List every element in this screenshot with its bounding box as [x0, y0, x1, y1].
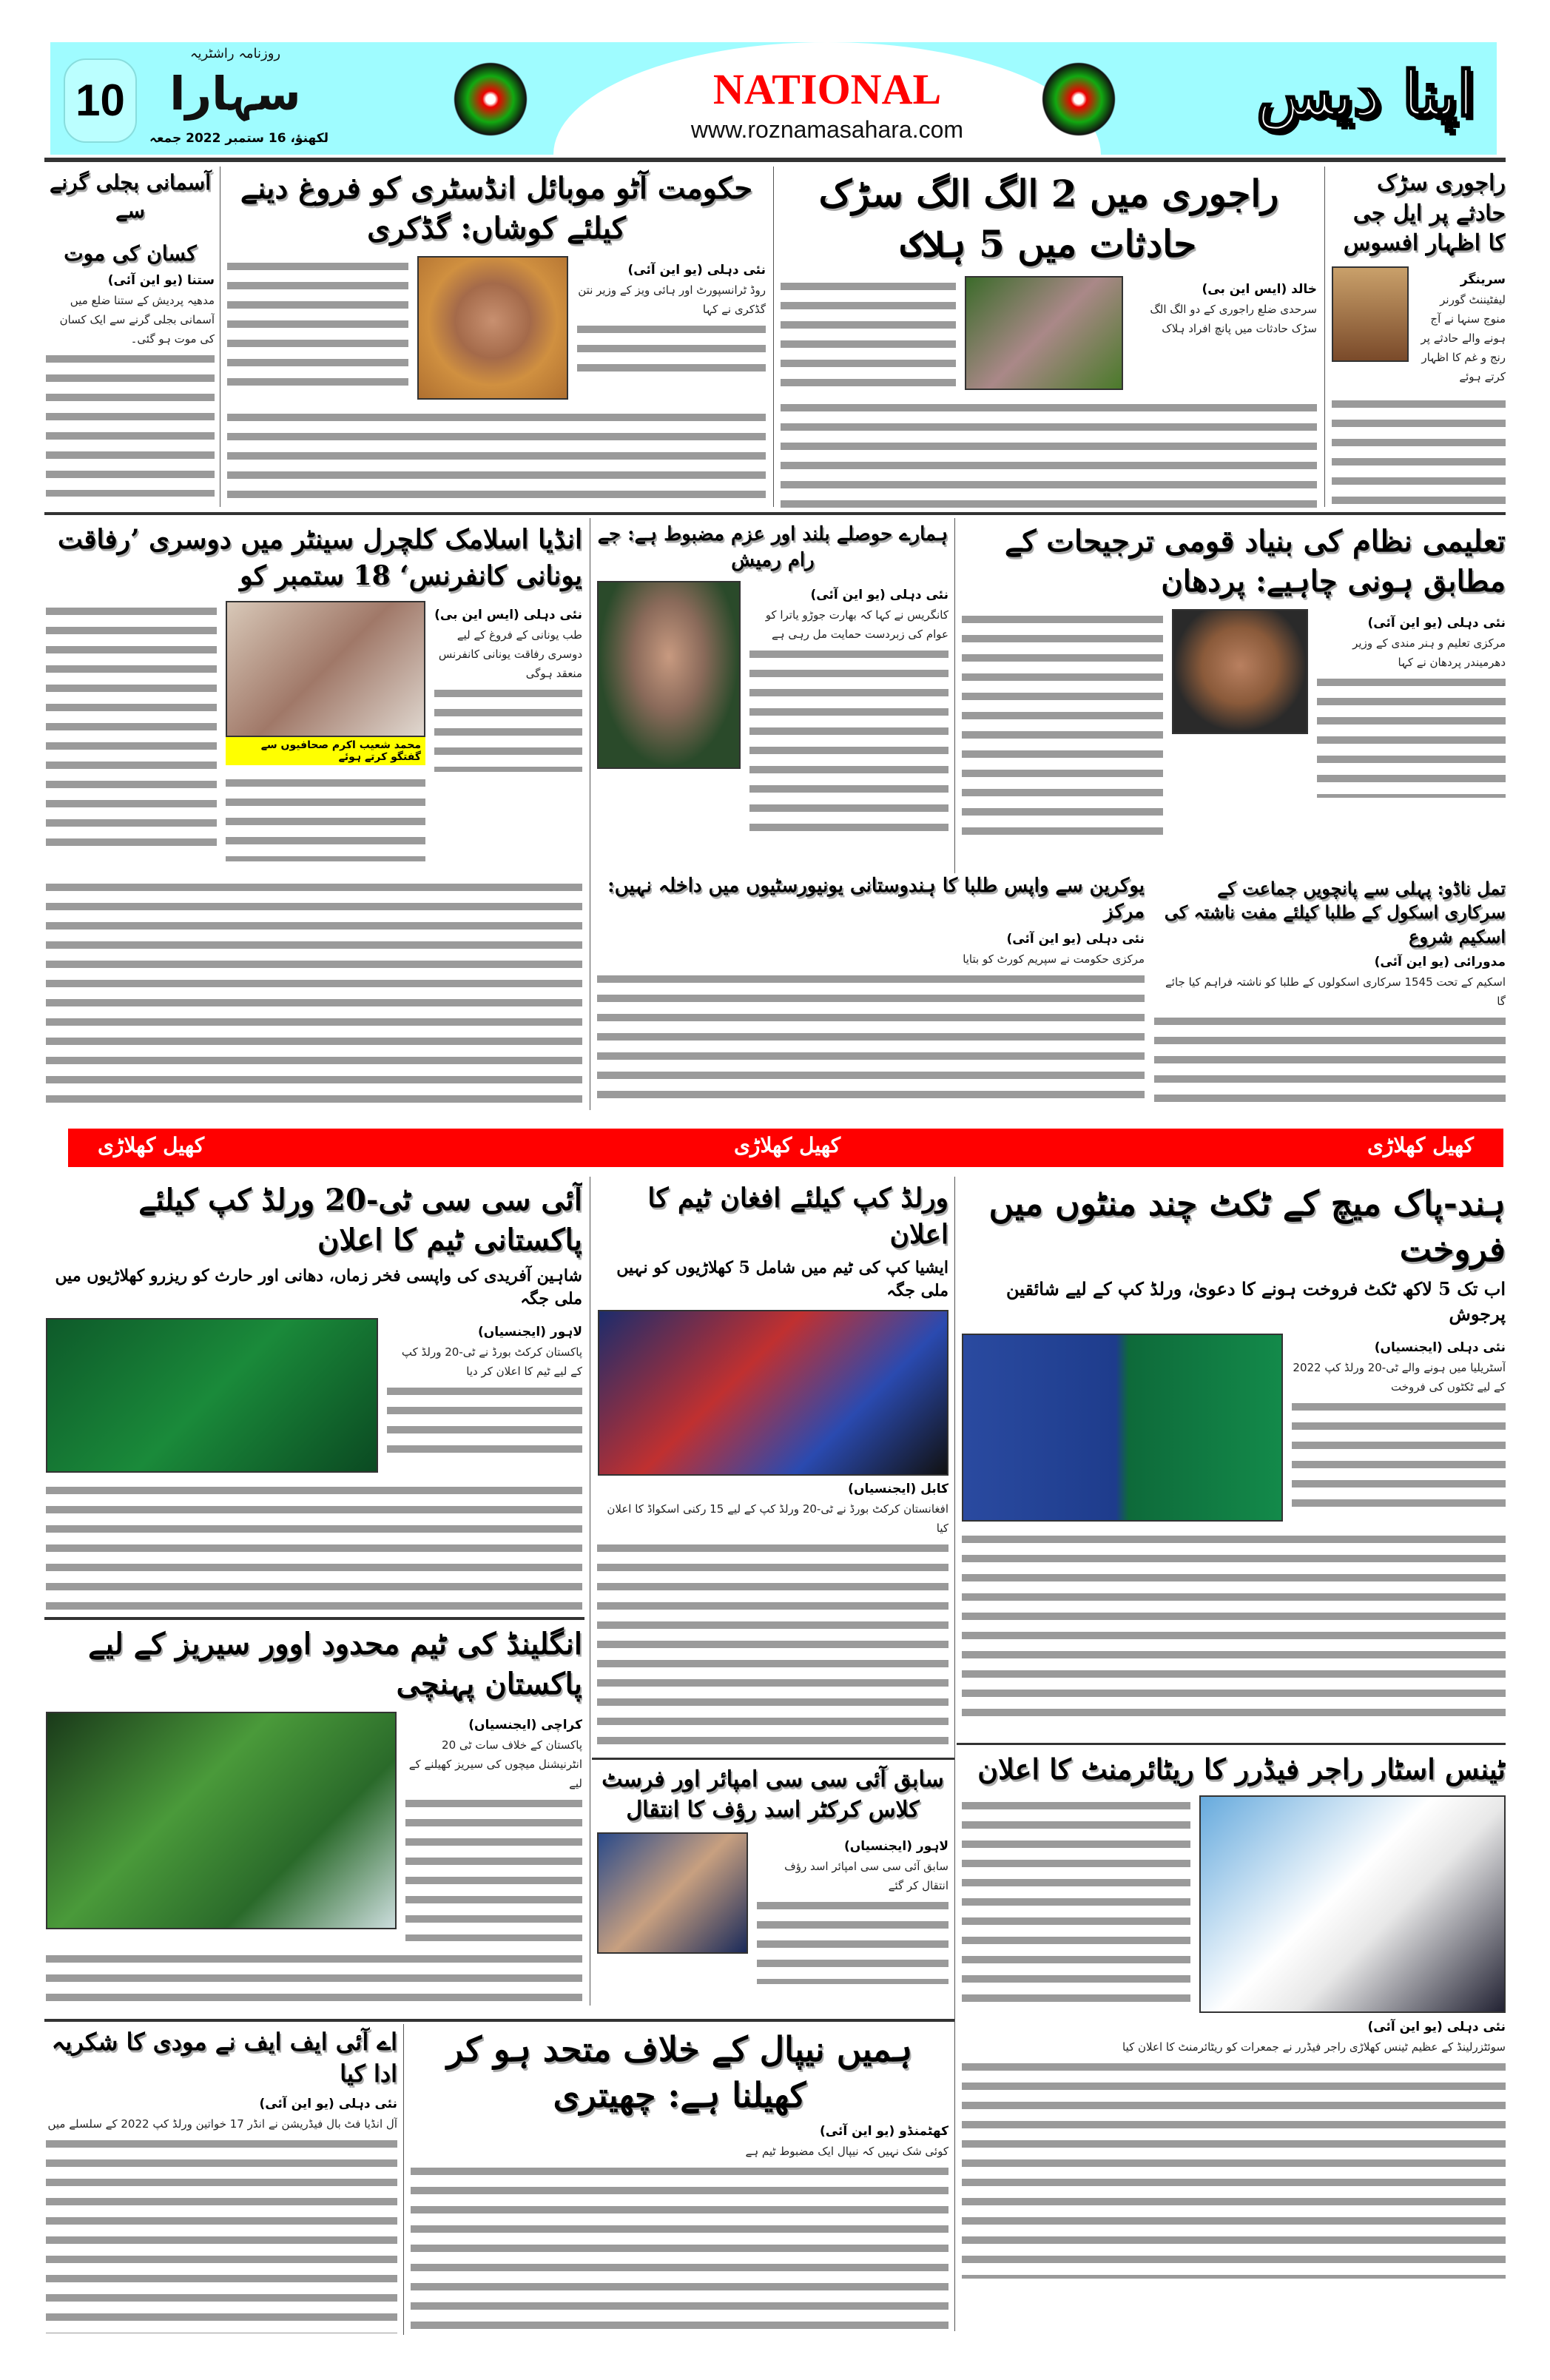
- section-dome: [553, 42, 1101, 155]
- lead: اسکیم کے تحت 1545 سرکاری اسکولوں کے طلبا کو ناشتہ فراہم کیا جائے گا: [1165, 975, 1506, 1009]
- dateline: کھٹمنڈو (یو این آئی): [819, 2124, 948, 2139]
- article-text: [226, 773, 425, 861]
- article-text: [962, 1529, 1506, 1721]
- article-text: [1332, 394, 1506, 510]
- headline: راجوری سڑک حادثے پر ایل جی کا اظہار افسوس: [1343, 170, 1506, 256]
- headline: یوکرین سے واپس طلبا کا ہندوستانی یونیورسٹیوں میں داخلہ نہیں: مرکز: [607, 875, 1145, 924]
- article-text: [46, 1480, 582, 1610]
- dateline: نئی دہلی (یو این آئی): [1006, 932, 1145, 947]
- article-rajouri-accidents: [781, 169, 1317, 509]
- article-ukraine-students: [597, 873, 1145, 1106]
- article-text: [781, 276, 956, 387]
- article-text: [46, 349, 215, 497]
- lead: سرحدی ضلع راجوری کے دو الگ الگ سڑک حادثات میں پانچ افراد ہلاک: [1150, 303, 1317, 335]
- dateline: لاہور (ایجنسیاں): [843, 1839, 948, 1854]
- dateline: نئی دہلی (یو این آئی): [1367, 2020, 1506, 2035]
- dateline: نئی دہلی (ایجنسیاں): [1374, 1340, 1506, 1356]
- headline: تمل ناڈو: پہلی سے پانچویں جماعت کے سرکاری اسکول کے طلبا کیلئے مفت ناشتہ کی اسکیم شروع: [1164, 878, 1506, 947]
- photo-nitin-gadkari: [417, 256, 568, 400]
- photo-dharmendra-pradhan: [1172, 609, 1308, 734]
- lead: کانگریس نے کہا کہ بھارت جوڑو یاترا کو عوام کی زبردست حمایت مل رہی ہے: [765, 608, 948, 642]
- article-text: [577, 319, 766, 378]
- issue-date: لکھنؤ، 16 ستمبر 2022 جمعہ: [149, 131, 328, 146]
- headline: ٹینس اسٹار راجر فیڈرر کا ریٹائرمنٹ کا اعلان: [977, 1752, 1506, 1786]
- divider: [773, 167, 774, 507]
- headline: ہمارے حوصلے بلند اور عزم مضبوط ہے: جے رام رمیش: [597, 523, 948, 572]
- article-ind-pak-tickets: [962, 1180, 1506, 1735]
- divider: [44, 1617, 584, 1620]
- article-text: [1154, 1011, 1506, 1106]
- article-text: [781, 397, 1317, 509]
- dateline: کابل (ایجنسیاں): [848, 1481, 948, 1496]
- dateline: نئی دہلی (یو این آئی): [1367, 616, 1506, 631]
- lead: افغانستان کرکٹ بورڈ نے ٹی-20 ورلڈ کپ کے لیے 15 رکنی اسکواڈ کا اعلان کیا: [607, 1502, 948, 1535]
- divider: [1324, 167, 1325, 507]
- article-education: [962, 522, 1506, 870]
- article-jairam-ramesh: [597, 522, 948, 870]
- lead: آل انڈیا فٹ بال فیڈریشن نے انڈر 17 خواتین ورلڈ کپ 2022 کے سلسلے میں: [47, 2117, 397, 2131]
- sunburst-icon: [1038, 58, 1119, 140]
- subheadline: ایشیا کپ کی ٹیم میں شامل 5 کھلاڑیوں کو نہیں ملی جگہ: [616, 1258, 948, 1300]
- article-aiff-modi: [46, 2026, 397, 2333]
- lead: آسٹریلیا میں ہونے والے ٹی-20 ورلڈ کپ 2022 کے لیے ٹکٹوں کی فروخت: [1293, 1361, 1506, 1394]
- article-text: [411, 2161, 948, 2333]
- article-text: [387, 1381, 582, 1455]
- article-chhetri-nepal: [411, 2026, 948, 2333]
- headline: ہند-پاک میچ کے ٹکٹ چند منٹوں میں فروخت: [988, 1183, 1506, 1270]
- dateline: نئی دہلی (یو این آئی): [810, 588, 948, 603]
- lead: طب یونانی کے فروغ کے لیے دوسری رفاقت یونانی کانفرنس منعقد ہوگی: [438, 628, 582, 681]
- headline: سابق آئی سی سی امپائر اور فرسٹ کلاس کرکٹر اسد رؤف کا انتقال: [602, 1766, 944, 1823]
- photo-pakistan-players: [46, 1318, 378, 1473]
- headline: حکومت آٹو موبائل انڈسٹری کو فروغ دینے کیلئے کوشاں: گڈکری: [240, 171, 753, 246]
- article-afghan-team: [597, 1180, 948, 1750]
- divider: [957, 1743, 1506, 1745]
- dateline: ستنا (یو این آئی): [107, 273, 215, 289]
- logo-tagline: روزنامہ راشٹریہ: [189, 46, 281, 61]
- article-gadkari: [227, 169, 766, 509]
- article-lg-condolence: [1332, 169, 1506, 509]
- article-text: [962, 2057, 1506, 2279]
- article-text: [227, 407, 766, 509]
- lead: مرکزی حکومت نے سپریم کورٹ کو بتایا: [963, 952, 1145, 967]
- article-text: [227, 256, 408, 397]
- divider: [403, 2024, 404, 2335]
- dateline: سرینگر: [1460, 272, 1506, 287]
- website-link[interactable]: www.roznamasahara.com: [690, 116, 964, 143]
- subheadline: اب تک 5 لاکھ ٹکٹ فروخت ہونے کا دعویٰ، ورلڈ کپ کے لیے شائقین پرجوش: [1005, 1278, 1506, 1325]
- section-name-english: NATIONAL: [712, 65, 942, 113]
- photo-manoj-sinha: [1332, 266, 1409, 362]
- article-federer-retirement: [962, 1750, 1506, 2335]
- masthead: [50, 42, 1497, 155]
- photo-caption: محمد شعیب اکرم صحافیوں سے گفتگو کرتے ہوئے: [226, 737, 425, 765]
- headline: آسمانی بجلی گرنے سے: [49, 170, 212, 223]
- lead: پاکستان کے خلاف سات ٹی 20 انٹرنیشنل میچوں کی سیریز کھیلنے کے لیے: [408, 1738, 582, 1790]
- subheadline: شاہین آفریدی کی واپسی فخر زماں، دھانی اور حارث کو ریزرو کھلاڑیوں میں ملی جگہ: [55, 1266, 582, 1308]
- divider: [954, 1177, 955, 2331]
- photo-accident: [965, 276, 1123, 390]
- article-text: [597, 969, 1145, 1106]
- section-name-urdu: اپنا دیس: [1256, 57, 1475, 130]
- photo-jairam-ramesh: [597, 581, 741, 769]
- article-text: [46, 877, 582, 1103]
- dateline: کراچی (ایجنسیاں): [468, 1718, 582, 1732]
- photo-ind-pak-captains: [962, 1334, 1283, 1522]
- headline: ورلڈ کپ کیلئے افغان ٹیم کا اعلان: [647, 1183, 948, 1250]
- article-lightning: [46, 169, 215, 509]
- banner-label: کھیل کھلاڑی: [734, 1133, 841, 1157]
- article-text: [962, 1795, 1190, 2010]
- divider: [954, 518, 955, 873]
- article-asad-rauf: [597, 1765, 948, 2009]
- article-text: [962, 609, 1163, 846]
- lead: پاکستان کرکٹ بورڈ نے ٹی-20 ورلڈ کپ کے لیے ٹیم کا اعلان کر دیا: [401, 1345, 582, 1378]
- article-text: [749, 644, 948, 836]
- headline-line2: کسان کی موت: [64, 241, 197, 266]
- article-tamil-nadu-breakfast: [1154, 877, 1506, 1106]
- article-text: [597, 1538, 948, 1750]
- article-text: [434, 683, 582, 772]
- lead: روڈ ٹرانسپورٹ اور ہائی ویز کے وزیر نتن گڈکری نے کہا: [578, 283, 766, 316]
- article-text: [46, 601, 217, 853]
- article-text: [46, 2134, 397, 2333]
- article-england-team: [46, 1624, 582, 2009]
- page-number: 10: [64, 58, 137, 143]
- lead: مرکزی تعلیم و ہنر مندی کے وزیر دھرمیندر پردھان نے کہا: [1352, 636, 1506, 669]
- article-iicc-conference: [46, 522, 582, 870]
- dateline: نئی دہلی (یو این آئی): [627, 263, 766, 278]
- lead: سوئٹزرلینڈ کے عظیم ٹینس کھلاڑی راجر فیڈرر نے جمعرات کو ریٹائرمنٹ کا اعلان کیا: [1122, 2040, 1506, 2054]
- headline: تعلیمی نظام کی بنیاد قومی ترجیحات کے مطابق ہونی چاہیے: پردھان: [1004, 524, 1506, 599]
- photo-press-conference: [226, 601, 425, 737]
- divider: [44, 2019, 954, 2022]
- article-text: [1292, 1396, 1506, 1507]
- article-text: [405, 1793, 582, 1941]
- photo-asad-rauf: [597, 1832, 748, 1954]
- divider: [592, 1758, 954, 1760]
- divider: [44, 512, 1506, 515]
- divider: [44, 158, 1506, 162]
- photo-roger-federer: [1199, 1795, 1506, 2013]
- lead: کوئی شک نہیں کہ نیپال ایک مضبوط ٹیم ہے: [745, 2145, 948, 2159]
- article-text: [1317, 672, 1506, 798]
- headline: آئی سی سی ٹی-20 ورلڈ کپ کیلئے پاکستانی ٹیم کا اعلان: [138, 1183, 582, 1257]
- article-text: [757, 1895, 948, 1984]
- headline: راجوری میں 2 الگ الگ سڑک حادثات میں 5 ہلاک: [818, 172, 1279, 266]
- headline: ہمیں نیپال کے خلاف متحد ہو کر کھیلنا ہے: چھیتری: [446, 2029, 913, 2116]
- lead: سابق آئی سی سی امپائر اسد رؤف انتقال کر گئے: [784, 1860, 948, 1892]
- dateline: لاہور (ایجنسیاں): [477, 1324, 582, 1339]
- newspaper-logo: سہارا: [169, 67, 301, 121]
- headline: انگلینڈ کی ٹیم محدود اوور سیریز کے لیے پاکستان پہنچی: [88, 1627, 582, 1701]
- dateline: نئی دہلی (یو این آئی): [259, 2097, 397, 2112]
- article-pakistan-team: [46, 1180, 582, 1610]
- sunburst-icon: [450, 58, 531, 140]
- article-text: [46, 1949, 582, 2009]
- headline: انڈیا اسلامک کلچرل سینٹر میں دوسری ’رفاقت یونانی کانفرنس‘ 18 ستمبر کو: [57, 524, 582, 591]
- banner-label: کھیل کھلاڑی: [1367, 1133, 1474, 1157]
- banner-label: کھیل کھلاڑی: [98, 1133, 205, 1157]
- lead: مدھیہ پردیش کے ستنا ضلع میں آسمانی بجلی گرنے سے ایک کسان کی موت ہو گئی۔: [59, 294, 215, 346]
- lead: لیفٹیننٹ گورنر منوج سنہا نے آج ہونے والے حادثے پر رنج و غم کا اظہار کرتے ہوئے: [1421, 292, 1506, 383]
- dateline: مدورائی (یو این آئی): [1374, 955, 1506, 970]
- photo-afghan-players: [598, 1310, 948, 1476]
- dateline: خالد (ایس این بی): [1202, 282, 1317, 297]
- photo-england-team-arrival: [46, 1712, 397, 1929]
- sports-section-banner: [68, 1129, 1503, 1167]
- headline: اے آئی ایف ایف نے مودی کا شکریہ ادا کیا: [51, 2028, 397, 2088]
- dateline: نئی دہلی (ایس این بی): [434, 608, 582, 623]
